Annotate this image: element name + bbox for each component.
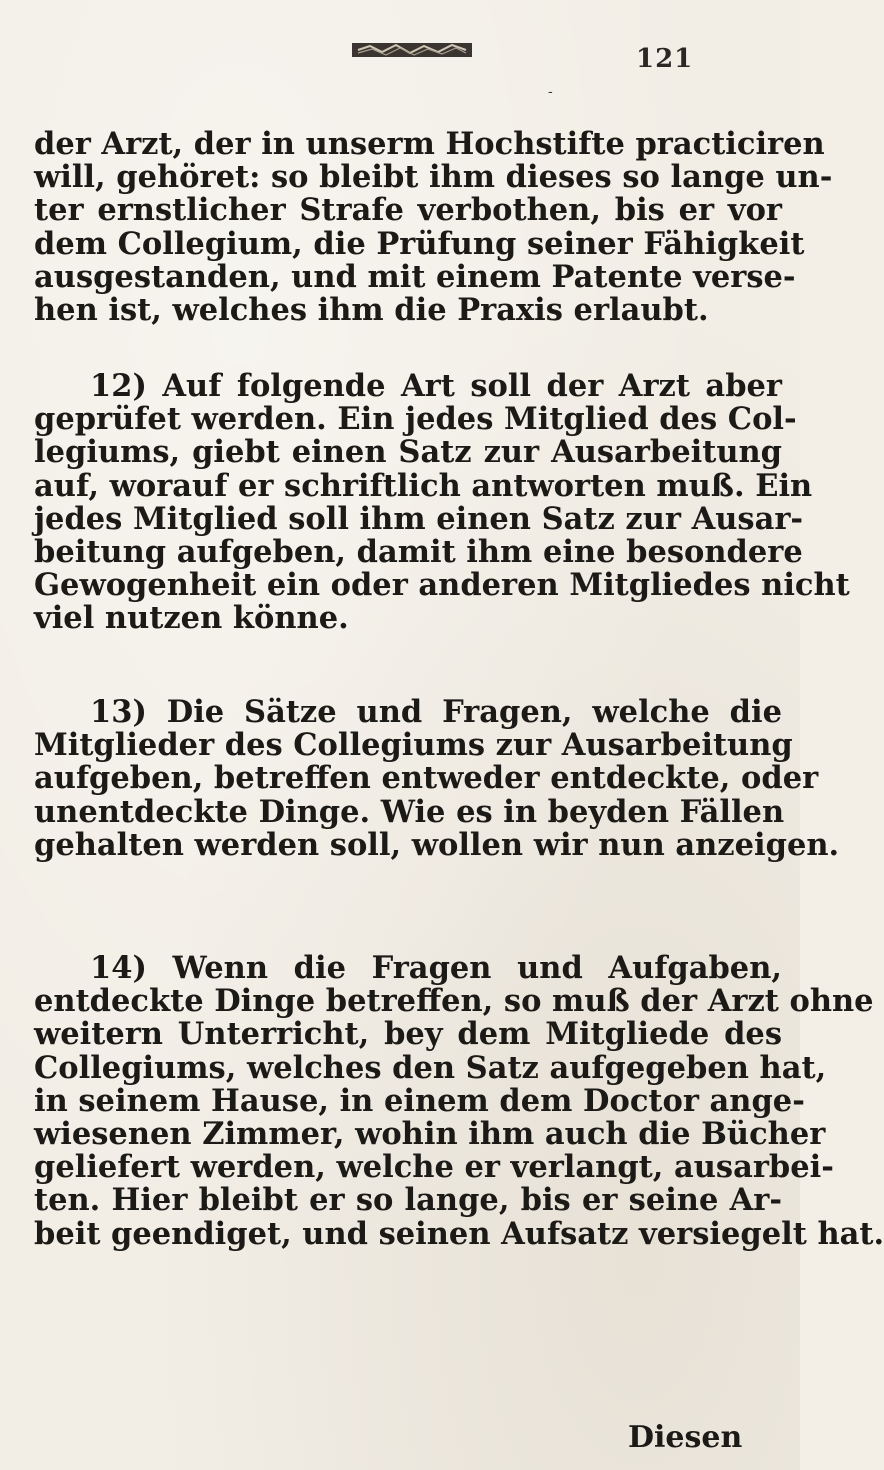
text-line: 13) Die Sätze und Fragen, welche die [90,694,782,730]
text-line: Collegiums, welches den Satz aufgegeben hat, [34,1049,827,1086]
text-line: beit geendiget, und seinen Aufsatz versiegelt hat. [34,1215,884,1252]
printer-mark: - [548,84,553,100]
text-line: legiums, giebt einen Satz zur Ausarbeitung [34,434,782,471]
page-number: 121 [636,44,694,74]
text-line: entdeckte Dinge betreffen, so muß der Arzt ohne [34,983,874,1020]
text-line: will, gehöret: so bleibt ihm dieses so lange un- [34,159,833,196]
text-line: weitern Unterricht, bey dem Mitgliede des [34,1016,782,1053]
paragraph-13 [34,694,840,863]
text-line: ter ernstlicher Strafe verbothen, bis er vor [34,192,782,229]
text-line: geprüfet werden. Ein jedes Mitglied des Col- [34,401,797,438]
text-line: beitung aufgeben, damit ihm eine besondere [34,534,803,571]
text-line: geliefert werden, welche er verlangt, ausarbei- [34,1149,834,1186]
text-line: viel nutzen könne. [34,600,349,637]
text-line: ten. Hier bleibt er so lange, bis er seine Ar- [34,1182,782,1219]
text-line: Mitglieder des Collegiums zur Ausarbeitung [34,727,793,764]
text-line: wiesenen Zimmer, wohin ihm auch die Bücher [34,1116,826,1153]
text-line: unentdeckte Dinge. Wie es in beyden Fällen [34,793,785,830]
catchword: Diesen [628,1420,743,1455]
text-line: hen ist, welches ihm die Praxis erlaubt. [34,292,709,329]
text-line: 14) Wenn die Fragen und Aufgaben, [90,950,782,986]
text-line: gehalten werden soll, wollen wir nun anzeigen. [34,826,840,863]
paragraph-12 [34,368,850,637]
paragraph-intro [34,126,833,329]
text-line: aufgeben, betreffen entweder entdeckte, oder [34,760,819,797]
text-line: jedes Mitglied soll ihm einen Satz zur Ausar- [34,500,804,537]
text-line: 12) Auf folgende Art soll der Arzt aber [90,368,782,404]
paragraph-14 [34,950,884,1252]
text-line: in seinem Hause, in einem dem Doctor ange- [34,1082,805,1119]
text-line: dem Collegium, die Prüfung seiner Fähigkeit [34,225,805,262]
text-line: auf, worauf er schriftlich antworten muß. Ein [34,467,813,504]
text-line: Gewogenheit ein oder anderen Mitgliedes nicht [34,567,850,604]
text-line: ausgestanden, und mit einem Patente verse- [34,258,796,295]
header-ornament-icon [352,40,472,60]
text-line: der Arzt, der in unserm Hochstifte practiciren [34,126,825,162]
